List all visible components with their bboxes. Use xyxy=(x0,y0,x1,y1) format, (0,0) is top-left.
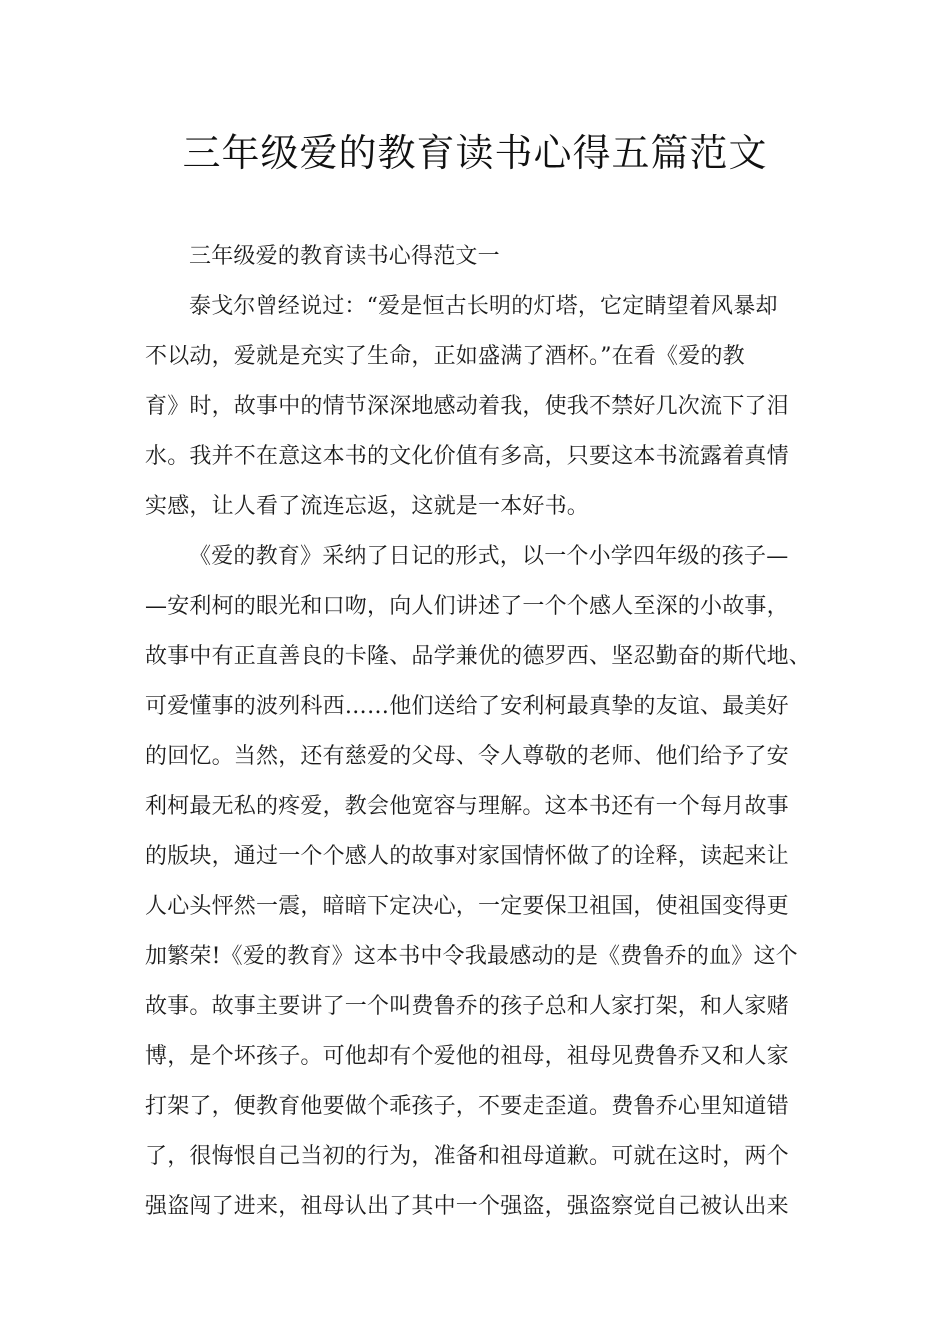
paragraph-line: 实感，让人看了流连忘返，这就是一本好书。 xyxy=(145,494,590,519)
paragraph-line: 泰戈尔曾经说过：“爱是恒古长明的灯塔，它定睛望着风暴却 xyxy=(189,294,778,319)
paragraph-line: 育》时，故事中的情节深深地感动着我，使我不禁好几次流下了泪 xyxy=(145,394,789,419)
paragraph-line: 故事。故事主要讲了一个叫费鲁乔的孩子总和人家打架，和人家赌 xyxy=(145,994,789,1019)
paragraph-line: 不以动，爱就是充实了生命，正如盛满了酒杯。”在看《爱的教 xyxy=(145,344,745,369)
paragraph-line: —安利柯的眼光和口吻，向人们讲述了一个个感人至深的小故事， xyxy=(145,594,789,619)
paragraph-line: 人心头怦然一震，暗暗下定决心，一定要保卫祖国，使祖国变得更 xyxy=(145,894,789,919)
paragraph-line: 强盗闯了进来，祖母认出了其中一个强盗，强盗察觉自己被认出来 xyxy=(145,1194,789,1219)
paragraph-line: 打架了，便教育他要做个乖孩子，不要走歪道。费鲁乔心里知道错 xyxy=(145,1094,789,1119)
document-body xyxy=(145,232,821,1232)
paragraph-line: 加繁荣!《爱的教育》这本书中令我最感动的是《费鲁乔的血》这个 xyxy=(145,944,798,969)
paragraph-line: 的版块，通过一个个感人的故事对家国情怀做了的诠释，读起来让 xyxy=(145,844,789,869)
paragraph-line: 水。我并不在意这本书的文化价值有多高，只要这本书流露着真情 xyxy=(145,444,789,469)
paragraph-line: 可爱懂事的波列科西……他们送给了安利柯最真挚的友谊、最美好 xyxy=(145,694,789,719)
paragraph-line: 故事中有正直善良的卡隆、品学兼优的德罗西、坚忍勤奋的斯代地、 xyxy=(145,644,812,669)
paragraph-line: 的回忆。当然，还有慈爱的父母、令人尊敬的老师、他们给予了安 xyxy=(145,744,789,769)
paragraph-line: 博，是个坏孩子。可他却有个爱他的祖母，祖母见费鲁乔又和人家 xyxy=(145,1044,789,1069)
paragraph-line: 了，很悔恨自己当初的行为，准备和祖母道歉。可就在这时，两个 xyxy=(145,1144,789,1169)
paragraph-line: 利柯最无私的疼爱，教会他宽容与理解。这本书还有一个每月故事 xyxy=(145,794,789,819)
paragraph-line: 《爱的教育》采纳了日记的形式，以一个小学四年级的孩子— xyxy=(189,544,789,569)
section-heading: 三年级爱的教育读书心得范文一 xyxy=(189,244,500,269)
document-title: 三年级爱的教育读书心得五篇范文 xyxy=(182,131,768,175)
